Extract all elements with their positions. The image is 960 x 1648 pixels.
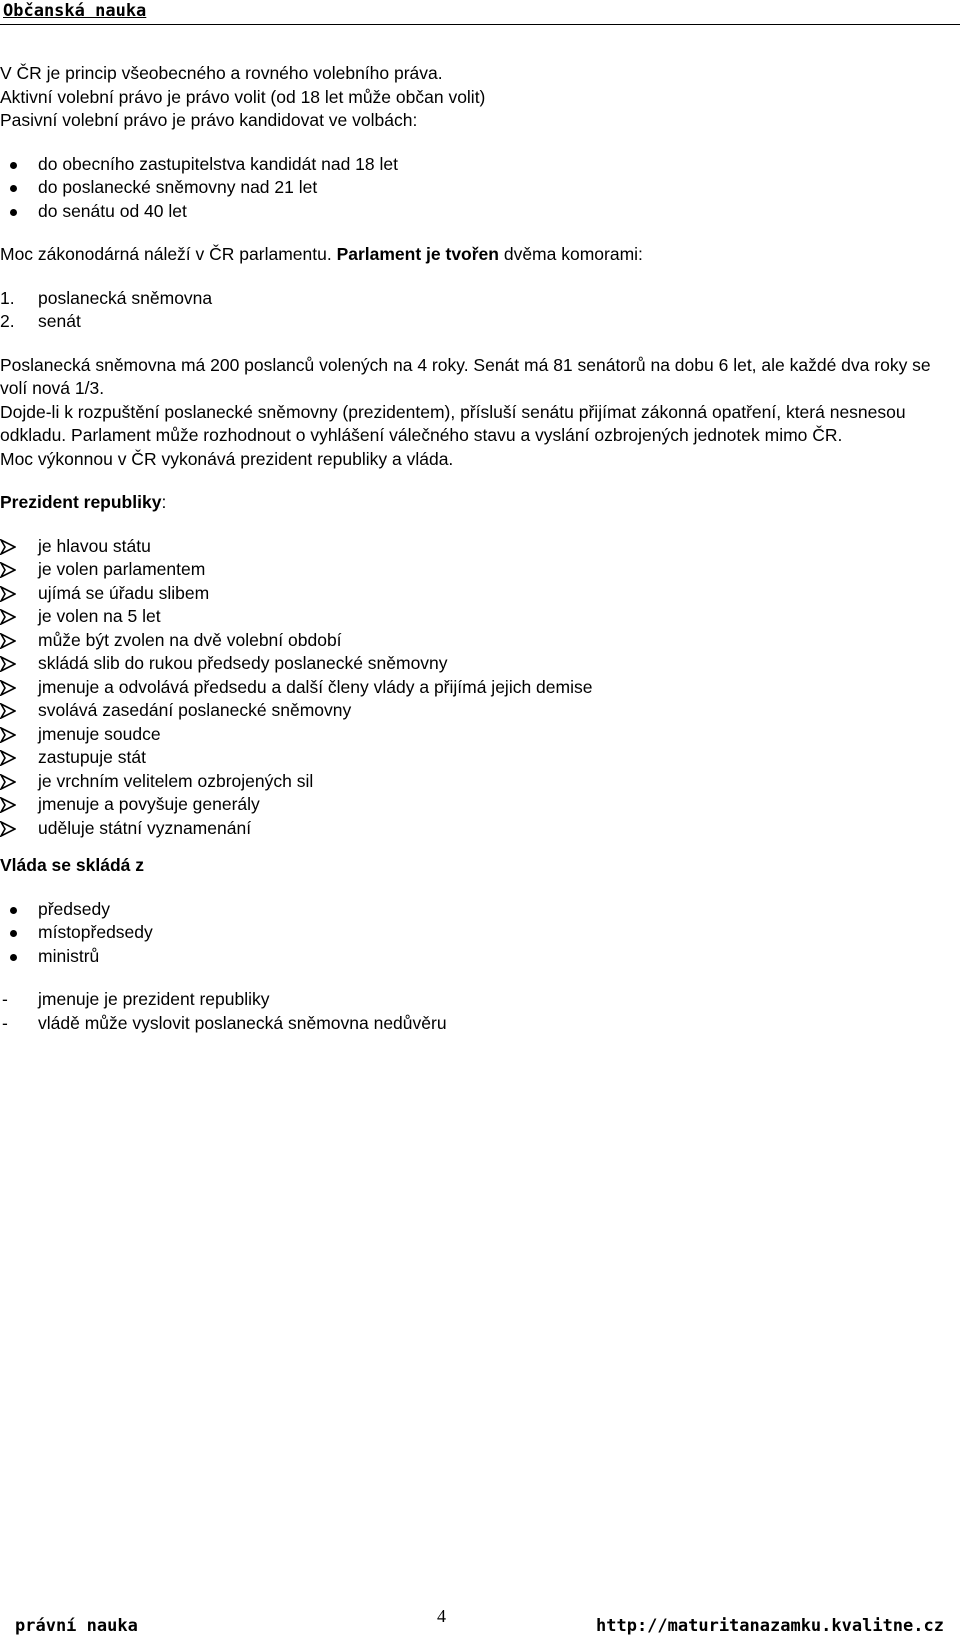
legislative-paragraph: Moc zákonodárná náleží v ČR parlamentu. Parlament je tvořen dvěma komorami: xyxy=(0,244,643,264)
arrow-bullet-icon xyxy=(0,539,16,555)
list-item: - jmenuje je prezident republiky xyxy=(2,989,270,1009)
document-body xyxy=(0,62,950,1035)
list-item: předsedy xyxy=(0,898,950,922)
bullet-icon xyxy=(10,162,17,169)
intro-line: Pasivní volební právo je právo kandidovat ve volbách: xyxy=(0,110,418,130)
bullet-icon xyxy=(10,907,17,914)
list-item: do senátu od 40 let xyxy=(0,200,950,224)
arrow-bullet-icon xyxy=(0,562,16,578)
arrow-bullet-icon xyxy=(0,586,16,602)
intro-line: V ČR je princip všeobecného a rovného volebního práva. xyxy=(0,63,443,83)
footer-label: právní nauka xyxy=(15,1616,138,1636)
list-item: jmenuje soudce xyxy=(0,723,950,747)
government-notes xyxy=(0,988,950,1035)
list-item: 2. senát xyxy=(0,311,81,331)
page-header xyxy=(0,0,960,25)
list-item: zastupuje stát xyxy=(0,746,950,770)
arrow-bullet-icon xyxy=(0,727,16,743)
arrow-bullet-icon xyxy=(0,797,16,813)
arrow-bullet-icon xyxy=(0,750,16,766)
list-item: je vrchním velitelem ozbrojených sil xyxy=(0,770,950,794)
list-item: ujímá se úřadu slibem xyxy=(0,582,950,606)
bullet-icon xyxy=(10,209,17,216)
list-item: jmenuje a odvolává předsedu a další členy vlády a přijímá jejich demise xyxy=(0,676,950,700)
page-number: 4 xyxy=(437,1606,446,1626)
list-item: svolává zasedání poslanecké sněmovny xyxy=(0,699,950,723)
list-item: může být zvolen na dvě volební období xyxy=(0,629,950,653)
list-item: 1. poslanecká sněmovna xyxy=(0,287,213,308)
government-list xyxy=(0,898,950,969)
president-list xyxy=(0,535,950,841)
arrow-bullet-icon xyxy=(0,633,16,649)
intro-line: Aktivní volební právo je právo volit (od 18 let může občan volit) xyxy=(0,86,486,107)
list-item: - vládě může vyslovit poslanecká sněmovna nedůvěru xyxy=(2,1012,447,1033)
paragraph: Dojde-li k rozpuštění poslanecké sněmovny (prezidentem), přísluší senátu přijímat zákonná opatření, která nesnesou odkladu. Parlament může rozhodnout o vyhlášení válečného stavu a vyslání ozbrojených jednotek mimo ČR. xyxy=(0,401,906,445)
list-item: je volen na 5 let xyxy=(0,605,950,629)
list-item: do poslanecké sněmovny nad 21 let xyxy=(0,176,950,200)
arrow-bullet-icon xyxy=(0,656,16,672)
bullet-icon xyxy=(10,185,17,192)
arrow-bullet-icon xyxy=(0,680,16,696)
list-item: je volen parlamentem xyxy=(0,558,950,582)
arrow-bullet-icon xyxy=(0,774,16,790)
list-item: jmenuje a povyšuje generály xyxy=(0,793,950,817)
chambers-list xyxy=(0,287,950,334)
arrow-bullet-icon xyxy=(0,609,16,625)
government-heading: Vláda se skládá z xyxy=(0,855,144,875)
bullet-icon xyxy=(10,930,17,937)
paragraph: Moc výkonnou v ČR vykonává prezident republiky a vláda. xyxy=(0,448,454,469)
list-item: skládá slib do rukou předsedy poslanecké sněmovny xyxy=(0,652,950,676)
arrow-bullet-icon xyxy=(0,703,16,719)
list-item: uděluje státní vyznamenání xyxy=(0,817,950,841)
list-item: je hlavou státu xyxy=(0,535,950,559)
list-item: místopředsedy xyxy=(0,921,950,945)
president-heading: Prezident republiky: xyxy=(0,492,167,512)
paragraph: Poslanecká sněmovna má 200 poslanců volených na 4 roky. Senát má 81 senátorů na dobu 6 let, ale každé dva roky se volí nová 1/3. xyxy=(0,354,931,398)
list-item: do obecního zastupitelstva kandidát nad 18 let xyxy=(0,153,950,177)
document-title: Občanská nauka xyxy=(3,1,147,21)
footer-url: http://maturitanazamku.kvalitne.cz xyxy=(596,1616,944,1636)
bullet-icon xyxy=(10,954,17,961)
page-footer xyxy=(0,1604,960,1644)
list-item: ministrů xyxy=(0,945,950,969)
candidacy-list xyxy=(0,153,950,224)
arrow-bullet-icon xyxy=(0,821,16,837)
